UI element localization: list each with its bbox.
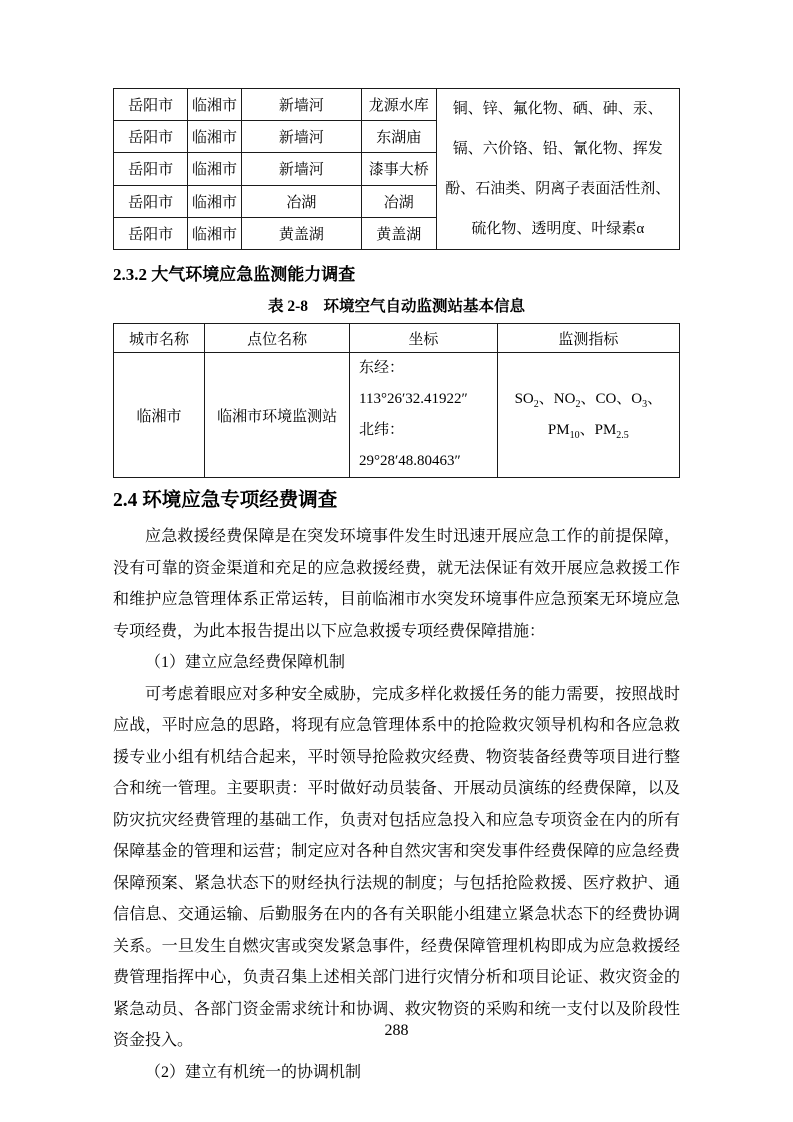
latitude-line: 北纬：29°28′48.80463″: [359, 422, 461, 469]
surface-water-monitoring-table: [113, 88, 680, 250]
water-body-cell: 冶湖: [241, 185, 361, 217]
paragraph: 可考虑着眼应对多种安全威胁，完成多样化救援任务的能力需要，按照战时应战，平时应急的思路，将现有应急管理体系中的抢险救灾领导机构和各应急救援专业小组有机结合起来，平时领导抢险救灾经费、物资装备经费等项目进行整合和统一管理。主要职责：平时做好动员装备、开展动员演练的经费保障，以及防灾抗灾经费管理的基础工作，负责对包括应急投入和应急专项资金在内的所有保障基金的管理和运营；制定应对各种自然灾害和突发事件经费保障的应急经费保障预案、紧急状态下的财经执行法规的制度；与包括抢险救援、医疗救护、通信信息、交通运输、后勤服务在内的各有关职能小组建立紧急状态下的经费协调关系。一旦发生自燃灾害或突发紧急事件，经费保障管理机构即成为应急救援经费管理指挥中心，负责召集上述相关部门进行灾情分析和项目论证、救灾资金的紧急动员、各部门资金需求统计和协调、救灾物资的采购和统一支付以及阶段性资金投入。: [113, 685, 680, 1049]
city-cell: 岳阳市: [114, 153, 188, 185]
county-cell: 临湘市: [188, 217, 242, 249]
paragraph-item-2: （2）建立有机统一的协调机制: [145, 1063, 362, 1081]
water-body-cell: 新墙河: [241, 153, 361, 185]
section-cell: 东湖庙: [361, 121, 436, 153]
paragraph: 应急救援经费保障是在突发环境事件发生时迅速开展应急工作的前提保障，没有可靠的资金渠道和充足的应急救援经费，就无法保证有效开展应急救援工作和维护应急管理体系正常运转，目前临湘市水突发环境事件应急预案无环境应急专项经费，为此本报告提出以下应急救援专项经费保障措施：: [113, 528, 680, 640]
header-indicators: 监测指标: [497, 324, 679, 353]
air-monitoring-station-table: [113, 323, 680, 478]
section-cell: 龙源水库: [361, 89, 436, 121]
table-header-row: [114, 324, 680, 353]
city-cell: 岳阳市: [114, 121, 188, 153]
city-cell: 岳阳市: [114, 217, 188, 249]
section-heading-2-3-2: 2.3.2 大气环境应急监测能力调查: [113, 265, 356, 284]
air-indicators-cell: $SO_2$、$NO_2$、CO、$O_3$、 $PM_{10}$、$PM_{2.5}$: [497, 353, 679, 478]
paragraph-item-1: （1）建立应急经费保障机制: [145, 654, 346, 671]
county-cell: 临湘市: [188, 121, 242, 153]
section-cell: 黄盖湖: [361, 217, 436, 249]
county-cell: 临湘市: [188, 185, 242, 217]
monitoring-indicators-cell: 铜、锌、氟化物、硒、砷、汞、镉、六价铬、铅、氰化物、挥发酚、石油类、阴离子表面活性剂、硫化物、透明度、叶绿素α: [436, 89, 679, 250]
site-name-cell: 临湘市环境监测站: [205, 353, 350, 478]
coordinates-cell: [350, 353, 498, 478]
city-cell: 岳阳市: [114, 185, 188, 217]
page-content: [113, 0, 680, 1088]
county-cell: 临湘市: [188, 89, 242, 121]
section-heading-2-4: 2.4 环境应急专项经费调查: [113, 490, 338, 511]
county-cell: 临湘市: [188, 153, 242, 185]
section-cell: 冶湖: [361, 185, 436, 217]
table-2-8-caption: 表 2-8 环境空气自动监测站基本信息: [267, 298, 526, 315]
header-coordinates: 坐标: [350, 324, 498, 353]
city-cell: 岳阳市: [114, 89, 188, 121]
table-row: [114, 353, 680, 478]
header-site: 点位名称: [205, 324, 350, 353]
city-cell: 临湘市: [114, 353, 205, 478]
longitude-line: 东经：113°26′32.41922″: [359, 360, 468, 407]
water-body-cell: 黄盖湖: [241, 217, 361, 249]
table-row: [114, 89, 680, 121]
header-city: 城市名称: [114, 324, 205, 353]
section-cell: 漆事大桥: [361, 153, 436, 185]
water-body-cell: 新墙河: [241, 89, 361, 121]
water-body-cell: 新墙河: [241, 121, 361, 153]
page-number: 288: [384, 1022, 409, 1039]
